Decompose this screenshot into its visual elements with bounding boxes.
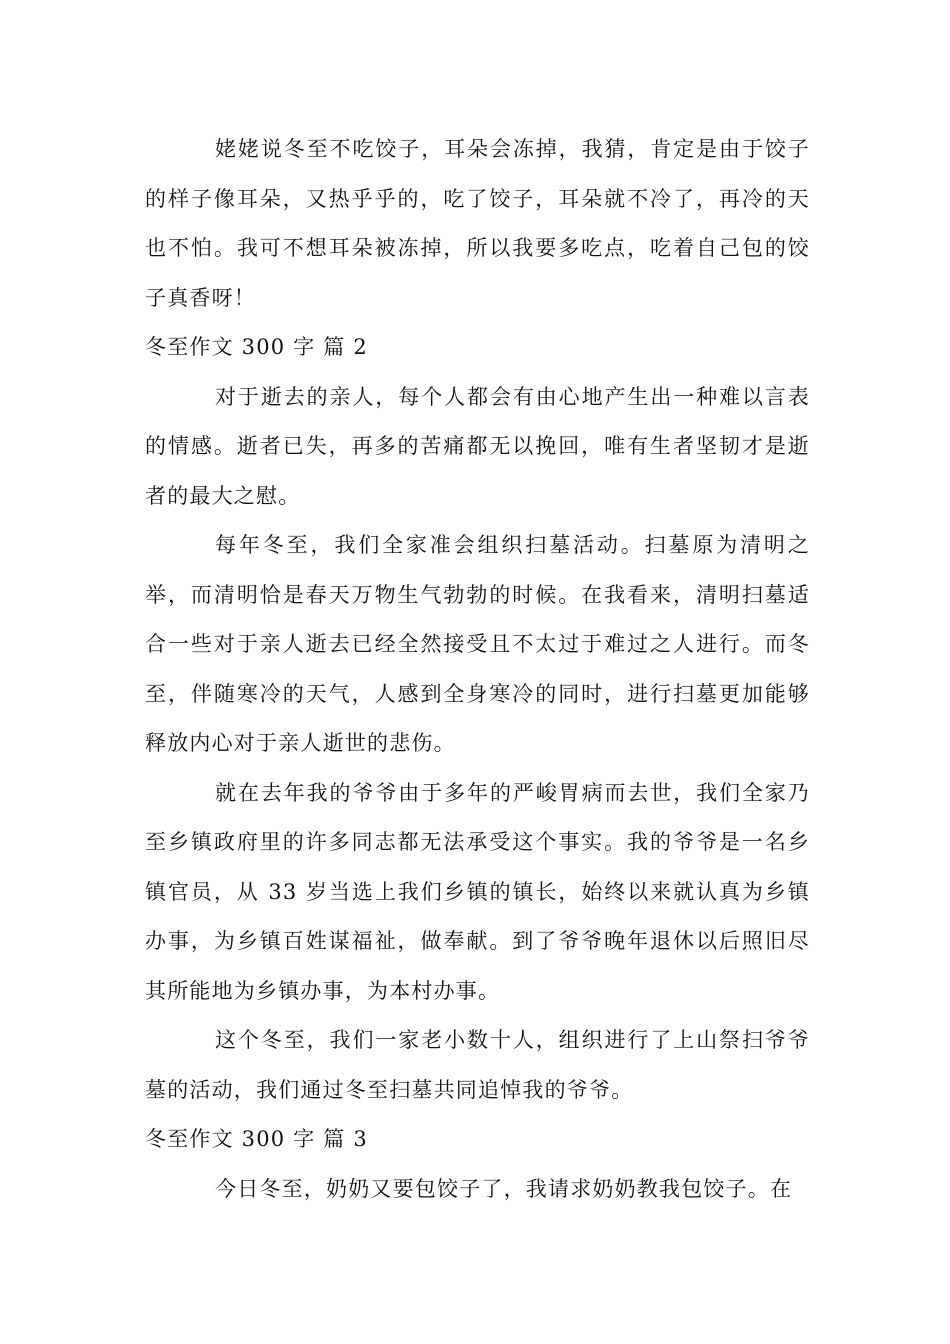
document-body [145,125,810,1214]
paragraph: 姥姥说冬至不吃饺子，耳朵会冻掉，我猜，肯定是由于饺子的样子像耳朵，又热乎乎的，吃了饺子，耳朵就不冷了，再冷的天也不怕。我可不想耳朵被冻掉，所以我要多吃点，吃着自己包的饺子真香呀！ [145,137,810,310]
section-heading: 冬至作文 300 字 篇 3 [145,1127,368,1151]
paragraph: 这个冬至，我们一家老小数十人，组织进行了上山祭扫爷爷墓的活动，我们通过冬至扫墓共同追悼我的爷爷。 [145,1028,810,1102]
paragraph: 今日冬至，奶奶又要包饺子了，我请求奶奶教我包饺子。在 [215,1176,793,1201]
paragraph: 就在去年我的爷爷由于多年的严峻胃病而去世，我们全家乃至乡镇政府里的许多同志都无法承受这个事实。我的爷爷是一名乡镇官员，从 33 岁当选上我们乡镇的镇长，始终以来就认真为乡镇办事，为乡镇百姓谋福祉，做奉献。到了爷爷晚年退休以后照旧尽其所能地为乡镇办事，为本村办事。 [145,780,810,1003]
paragraph: 每年冬至，我们全家准会组织扫墓活动。扫墓原为清明之举，而清明恰是春天万物生气勃勃的时候。在我看来，清明扫墓适合一些对于亲人逝去已经全然接受且不太过于难过之人进行。而冬至，伴随寒冷的天气，人感到全身寒冷的同时，进行扫墓更加能够释放内心对于亲人逝世的悲伤。 [145,533,810,755]
section-heading: 冬至作文 300 字 篇 2 [145,335,368,359]
paragraph: 对于逝去的亲人，每个人都会有由心地产生出一种难以言表的情感。逝者已失，再多的苦痛都无以挽回，唯有生者坚韧才是逝者的最大之慰。 [145,384,810,508]
